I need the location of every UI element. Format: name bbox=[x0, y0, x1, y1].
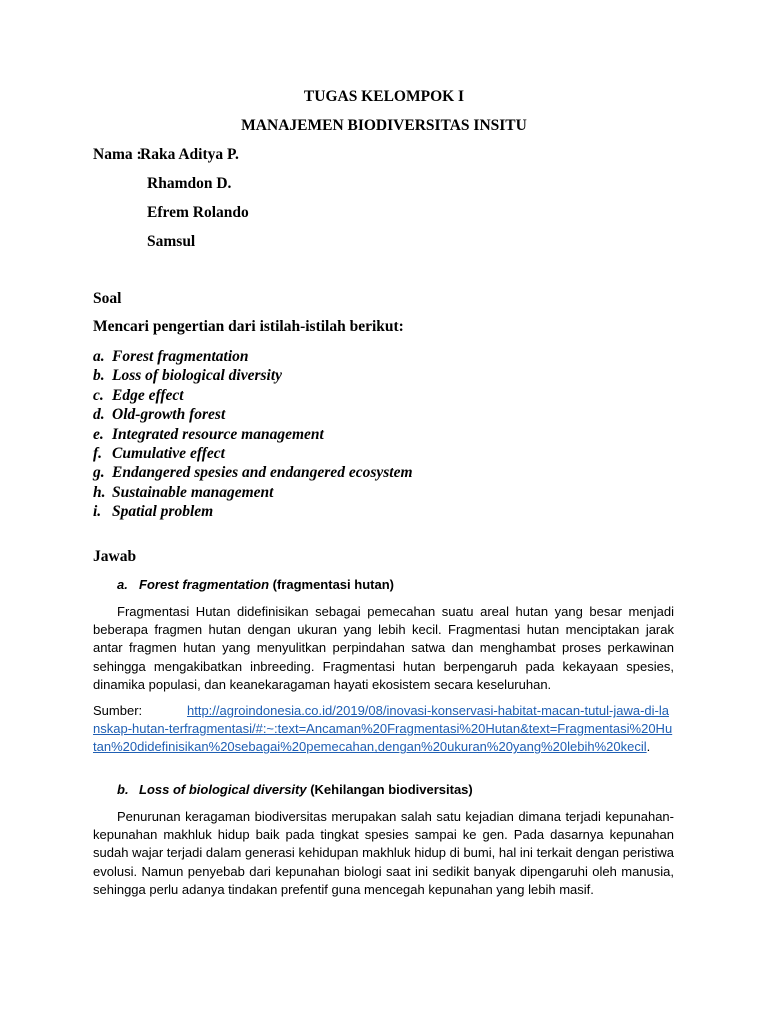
questions-instruction: Mencari pengertian dari istilah-istilah berikut: bbox=[93, 318, 404, 335]
answer-b-heading: b. Loss of biological diversity (Kehilangan biodiversitas) bbox=[117, 782, 473, 797]
question-list bbox=[93, 347, 413, 522]
questions-heading: Soal bbox=[93, 290, 122, 307]
member-name: Rhamdon D. bbox=[147, 175, 232, 192]
document-subtitle: MANAJEMEN BIODIVERSITAS INSITU bbox=[241, 117, 527, 134]
member-name: Samsul bbox=[147, 233, 196, 250]
question-item: c. Edge effect bbox=[93, 386, 184, 404]
answer-b-paragraph: Penurunan keragaman biodiversitas merupakan salah satu kejadian dimana terjadi kepunahan-kepunahan makhluk hidup baik pada tingkat spesies sampai ke gen. Pada dasarnya kepunahan sudah wajar terjadi dalam generasi kehidupan makhluk hidup di bumi, hal ini terkait dengan peristiwa evolusi. Namun penyebab dari kepunahan biologi saat ini sedikit banyak dipengaruhi oleh manusia, sehingga perlu adanya tindakan prefentif guna mencegah kepunahan yang lebih masif. bbox=[93, 809, 674, 897]
members-label: Nama : bbox=[93, 146, 142, 163]
question-item: b. Loss of biological diversity bbox=[93, 367, 283, 385]
question-item: f. Cumulative effect bbox=[93, 444, 225, 462]
source-link[interactable]: http://agroindonesia.co.id/2019/08/inovasi-konservasi-habitat-macan-tutul-jawa-di-lanskap-hutan-terfragmentasi/#:~:text=Ancaman%20Fragmentasi%20Hutan&text=Fragmentasi%20Hutan%20didefinisikan%20sebagai%20pemecahan,dengan%20ukuran%20yang%20lebih%20kecil bbox=[93, 703, 673, 755]
answer-a-source: Sumber: http://agroindonesia.co.id/2019/08/inovasi-konservasi-habitat-macan-tutul-jawa-di-lanskap-hutan-terfragmentasi/#:~:text=Ancaman%20Fragmentasi%20Hutan&text=Fragmentasi%20Hutan%20didefinisikan%20sebagai%20pemecahan,dengan%20ukuran%20yang%20lebih%20kecil. bbox=[93, 703, 673, 755]
document-title: TUGAS KELOMPOK I bbox=[303, 88, 465, 105]
answers-heading: Jawab bbox=[93, 548, 137, 565]
question-item: d. Old-growth forest bbox=[93, 406, 226, 424]
question-item: h. Sustainable management bbox=[93, 483, 274, 501]
answer-a-paragraph: Fragmentasi Hutan didefinisikan sebagai pemecahan suatu areal hutan yang besar menjadi beberapa fragmen hutan dengan ukuran yang lebih kecil. Fragmentasi hutan menciptakan jarak antar fragmen hutan yang menyulitkan perpindahan satwa dan menghambat proses perkawinan sehingga mengakibatkan inbreeding. Fragmentasi hutan berpengaruh pada kekayaan spesies, dinamika populasi, dan keanekaragaman hayati ekosistem secara keseluruhan. bbox=[93, 604, 674, 692]
member-name: Efrem Rolando bbox=[147, 204, 249, 221]
answer-a-heading: a. Forest fragmentation (fragmentasi hutan) bbox=[117, 577, 394, 592]
question-item: g. Endangered spesies and endangered ecosystem bbox=[93, 464, 413, 482]
question-item: e. Integrated resource management bbox=[93, 425, 324, 443]
member-name: Raka Aditya P. bbox=[140, 146, 239, 163]
question-item: i. Spatial problem bbox=[93, 503, 214, 521]
question-item: a. Forest fragmentation bbox=[93, 348, 249, 365]
